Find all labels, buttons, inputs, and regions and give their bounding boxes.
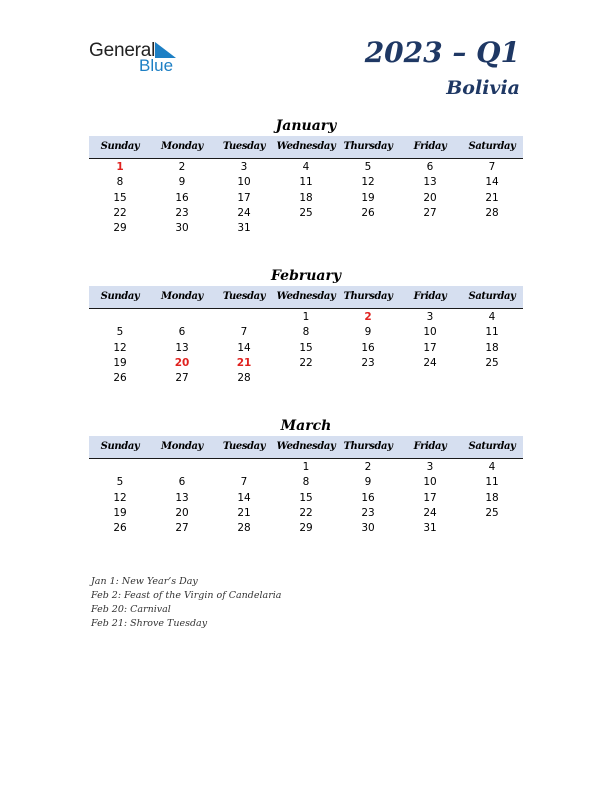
day-cell: 14 — [485, 176, 499, 189]
day-cell: 24 — [423, 356, 437, 369]
day-cell: 8 — [302, 476, 310, 489]
weekday-label: Monday — [161, 291, 203, 302]
day-cell: 26 — [361, 206, 375, 219]
day-cell: 10 — [423, 326, 437, 339]
day-cell: 27 — [175, 522, 189, 535]
day-cell: 22 — [299, 356, 313, 369]
day-cell: 15 — [113, 191, 127, 204]
day-cell: 13 — [423, 176, 437, 189]
country-name: Bolivia — [446, 77, 520, 99]
weekday-label: Wednesday — [276, 141, 336, 152]
day-cell: 30 — [175, 222, 189, 235]
day-cell: 25 — [485, 356, 499, 369]
day-grid — [89, 159, 523, 236]
holiday-note: Feb 2: Feast of the Virgin of Candelaria — [91, 590, 282, 601]
day-cell: 14 — [237, 491, 251, 504]
weekday-label: Friday — [413, 291, 447, 302]
day-cell: 11 — [299, 176, 313, 189]
day-cell: 21 — [485, 191, 499, 204]
day-cell: 7 — [488, 161, 496, 173]
day-cell: 10 — [237, 176, 251, 189]
day-cell: 8 — [302, 326, 310, 339]
weekday-label: Friday — [413, 441, 447, 452]
day-cell: 31 — [423, 522, 437, 535]
weekday-label: Sunday — [100, 291, 140, 302]
logo-text-general: General — [89, 40, 156, 61]
day-cell: 3 — [426, 461, 434, 473]
weekday-label: Thursday — [343, 441, 393, 452]
day-cell: 30 — [361, 522, 375, 535]
weekday-label: Monday — [161, 441, 203, 452]
weekday-label: Thursday — [343, 141, 393, 152]
generalblue-logo — [89, 40, 189, 76]
day-cell: 9 — [364, 476, 372, 489]
day-cell: 6 — [426, 161, 434, 173]
day-cell: 11 — [485, 326, 499, 339]
day-cell: 25 — [485, 506, 499, 519]
day-cell: 20 — [174, 356, 190, 369]
day-cell: 11 — [485, 476, 499, 489]
day-cell: 18 — [485, 341, 499, 354]
day-cell: 12 — [113, 341, 127, 354]
weekday-header — [89, 286, 523, 309]
month-name: January — [275, 118, 337, 134]
empty-day-cell — [89, 460, 151, 475]
day-cell: 5 — [116, 476, 124, 489]
day-cell: 4 — [302, 161, 310, 173]
day-cell: 19 — [113, 356, 127, 369]
day-cell: 6 — [178, 476, 186, 489]
day-cell: 26 — [113, 522, 127, 535]
day-cell: 18 — [485, 491, 499, 504]
weekday-label: Friday — [413, 141, 447, 152]
day-cell: 28 — [237, 522, 251, 535]
day-cell: 7 — [240, 476, 248, 489]
day-cell: 20 — [175, 506, 189, 519]
page-title: 2023 – Q1 — [364, 36, 520, 69]
day-cell: 16 — [361, 491, 375, 504]
day-cell: 29 — [299, 522, 313, 535]
day-cell: 5 — [116, 326, 124, 339]
logo-text-blue: Blue — [139, 56, 174, 75]
weekday-label: Tuesday — [222, 441, 266, 452]
day-cell: 18 — [299, 191, 313, 204]
empty-day-cell — [151, 310, 213, 325]
weekday-label: Saturday — [468, 141, 516, 152]
day-cell: 23 — [361, 506, 375, 519]
day-cell: 13 — [175, 491, 189, 504]
day-cell: 19 — [361, 191, 375, 204]
day-cell: 1 — [302, 311, 310, 323]
day-cell: 22 — [113, 206, 127, 219]
day-cell: 10 — [423, 476, 437, 489]
day-cell: 28 — [237, 372, 251, 385]
weekday-label: Monday — [161, 141, 203, 152]
weekday-label: Wednesday — [276, 441, 336, 452]
empty-day-cell — [89, 310, 151, 325]
day-cell: 1 — [116, 161, 124, 173]
day-cell: 17 — [423, 341, 437, 354]
day-cell: 7 — [240, 326, 248, 339]
weekday-label: Saturday — [468, 441, 516, 452]
day-cell: 17 — [237, 191, 251, 204]
weekday-label: Wednesday — [276, 291, 336, 302]
day-cell: 6 — [178, 326, 186, 339]
day-cell: 28 — [485, 206, 499, 219]
empty-day-cell — [213, 310, 275, 325]
day-cell: 19 — [113, 506, 127, 519]
month-name: February — [270, 268, 341, 284]
day-cell: 21 — [236, 356, 252, 369]
day-cell: 3 — [426, 311, 434, 323]
day-cell: 29 — [113, 222, 127, 235]
day-cell: 2 — [178, 161, 186, 173]
day-cell: 31 — [237, 222, 251, 235]
day-cell: 12 — [361, 176, 375, 189]
weekday-label: Tuesday — [222, 291, 266, 302]
day-cell: 9 — [364, 326, 372, 339]
month-calendar-january — [89, 116, 523, 236]
month-name: March — [280, 418, 332, 434]
holiday-note: Feb 21: Shrove Tuesday — [91, 618, 208, 629]
weekday-header — [89, 436, 523, 459]
day-cell: 2 — [364, 311, 372, 323]
day-cell: 12 — [113, 491, 127, 504]
day-cell: 1 — [302, 461, 310, 473]
day-cell: 23 — [175, 206, 189, 219]
day-cell: 15 — [299, 491, 313, 504]
day-cell: 22 — [299, 506, 313, 519]
day-cell: 5 — [364, 161, 372, 173]
day-cell: 14 — [237, 341, 251, 354]
weekday-label: Saturday — [468, 291, 516, 302]
weekday-label: Tuesday — [222, 141, 266, 152]
holiday-note: Jan 1: New Year’s Day — [91, 576, 198, 587]
day-cell: 15 — [299, 341, 313, 354]
day-cell: 17 — [423, 491, 437, 504]
weekday-label: Sunday — [100, 141, 140, 152]
day-cell: 16 — [175, 191, 189, 204]
day-cell: 27 — [175, 372, 189, 385]
day-grid — [89, 309, 523, 386]
day-cell: 20 — [423, 191, 437, 204]
day-cell: 9 — [178, 176, 186, 189]
day-cell: 4 — [488, 461, 496, 473]
holiday-notes — [91, 575, 281, 631]
day-cell: 23 — [361, 356, 375, 369]
day-cell: 24 — [423, 506, 437, 519]
day-cell: 3 — [240, 161, 248, 173]
month-calendar-february — [89, 266, 523, 386]
weekday-label: Thursday — [343, 291, 393, 302]
day-cell: 8 — [116, 176, 124, 189]
day-cell: 24 — [237, 206, 251, 219]
day-cell: 16 — [361, 341, 375, 354]
day-cell: 2 — [364, 461, 372, 473]
weekday-label: Sunday — [100, 441, 140, 452]
holiday-note: Feb 20: Carnival — [91, 604, 171, 615]
day-cell: 26 — [113, 372, 127, 385]
day-cell: 27 — [423, 206, 437, 219]
empty-day-cell — [151, 460, 213, 475]
day-grid — [89, 459, 523, 536]
empty-day-cell — [213, 460, 275, 475]
weekday-header — [89, 136, 523, 159]
day-cell: 4 — [488, 311, 496, 323]
day-cell: 25 — [299, 206, 313, 219]
day-cell: 21 — [237, 506, 251, 519]
day-cell: 13 — [175, 341, 189, 354]
month-calendar-march — [89, 416, 523, 536]
